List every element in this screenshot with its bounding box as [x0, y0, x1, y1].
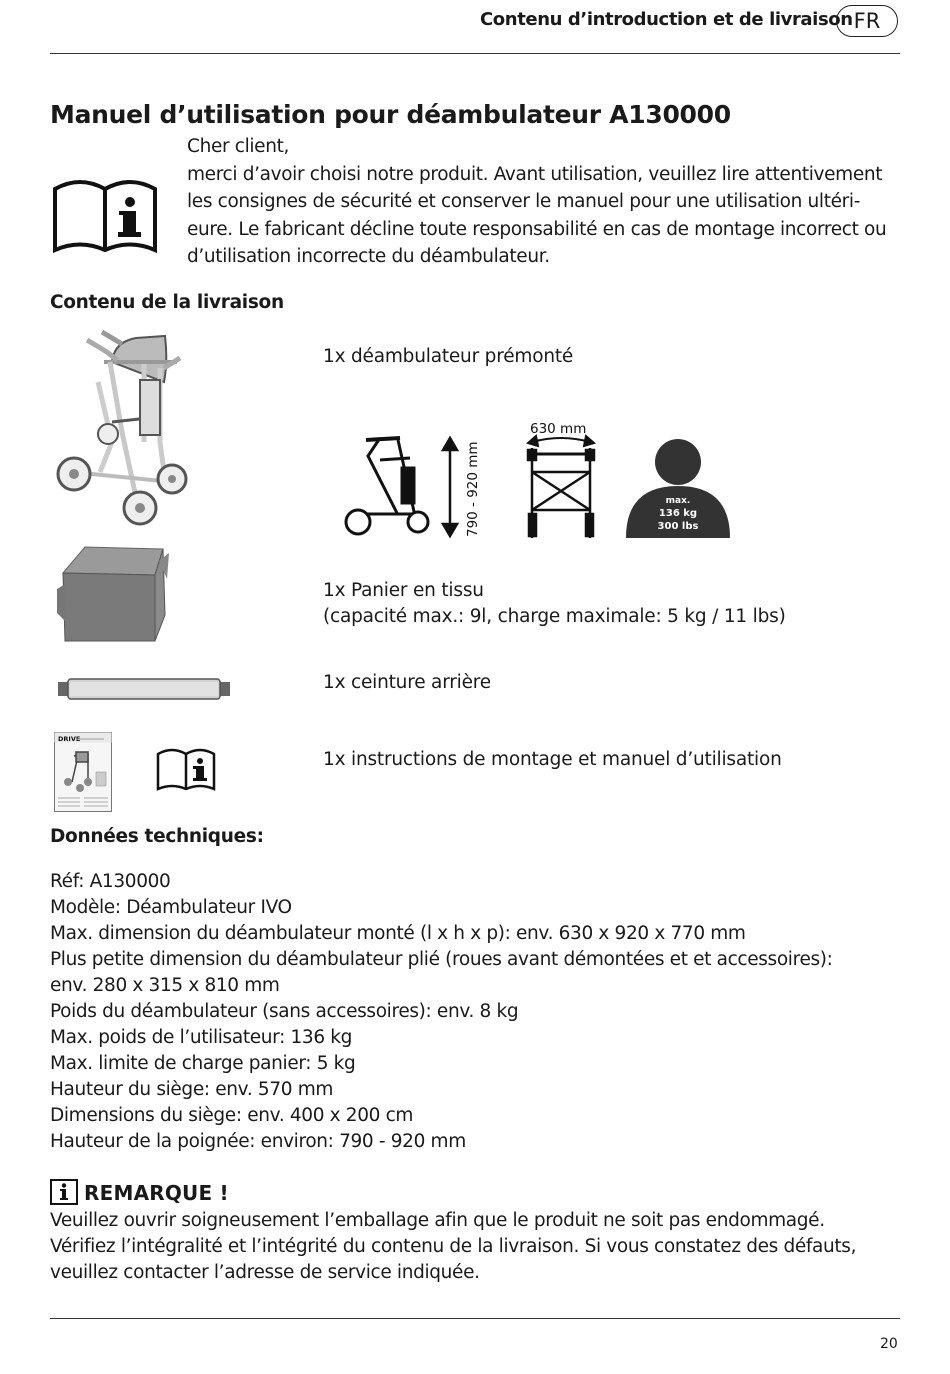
basket-title: 1x Panier en tissu: [323, 580, 484, 601]
language-badge: FR: [836, 5, 898, 37]
back-belt-image: [58, 678, 230, 700]
rollator-image: [52, 322, 197, 532]
note-line: veuillez contacter l’adresse de service indiquée.: [50, 1262, 480, 1283]
note-text: [50, 1208, 910, 1286]
header-divider: [50, 53, 900, 54]
intro-text: [187, 133, 927, 271]
spec-line: Modèle: Déambulateur IVO: [50, 897, 292, 918]
delivery-item-rollator: 1x déambulateur prémonté: [323, 346, 574, 367]
note-line: Vérifiez l’intégralité et l’intégrité du contenu de la livraison. Si vous constatez des défauts,: [50, 1236, 857, 1257]
header-section-title: Contenu d’introduction et de livraison: [480, 9, 853, 30]
max-label: max.: [665, 496, 691, 506]
intro-line: les consignes de sécurité et conserver le manuel pour une utilisation ultéri-: [187, 191, 861, 212]
info-box-icon: [50, 1179, 78, 1205]
height-label: 790 - 920 mm: [465, 441, 481, 537]
intro-line: merci d’avoir choisi notre produit. Avant utilisation, veuillez lire attentivement: [187, 163, 883, 185]
width-arrow: [528, 436, 594, 446]
rollator-front-view: [528, 448, 594, 538]
dimension-diagram: [340, 410, 740, 540]
note-title: REMARQUE !: [84, 1181, 229, 1205]
spec-line: Hauteur du siège: env. 570 mm: [50, 1079, 334, 1100]
spec-line: Hauteur de la poignée: environ: 790 - 920 mm: [50, 1131, 466, 1152]
delivery-heading: Contenu de la livraison: [50, 292, 284, 313]
spec-line: Réf: A130000: [50, 871, 171, 892]
delivery-item-manual: 1x instructions de montage et manuel d’utilisation: [323, 749, 782, 770]
intro-greeting: Cher client,: [187, 136, 290, 157]
intro-line: eure. Le fabricant décline toute responsabilité en cas de montage incorrect ou: [187, 218, 887, 240]
spec-line: Plus petite dimension du déambulateur plié (roues avant démontées et et accessoires):: [50, 949, 833, 970]
manual-cover-image: [54, 732, 112, 812]
delivery-item-basket: [323, 578, 786, 630]
page-number: 20: [880, 1336, 898, 1352]
height-arrow: [443, 438, 457, 536]
page-title: Manuel d’utilisation pour déambulateur A130000: [50, 100, 731, 129]
manual-info-icon: [52, 177, 158, 253]
spec-line: Poids du déambulateur (sans accessoires): env. 8 kg: [50, 1001, 519, 1022]
width-label: 630 mm: [530, 421, 587, 437]
tech-heading: Données techniques:: [50, 826, 264, 847]
manual-brand: DRIVE: [58, 735, 81, 743]
delivery-item-belt: 1x ceinture arrière: [323, 672, 491, 693]
max-lbs-label: 300 lbs: [657, 521, 699, 532]
spec-line: Dimensions du siège: env. 400 x 200 cm: [50, 1105, 414, 1126]
manual-info-icon-small: [156, 747, 216, 791]
tech-specs-list: [50, 869, 833, 1155]
spec-line: Max. limite de charge panier: 5 kg: [50, 1053, 356, 1074]
intro-line: d’utilisation incorrecte du déambulateur.: [187, 246, 550, 267]
fabric-basket-image: [55, 543, 170, 645]
basket-capacity: (capacité max.: 9l, charge maximale: 5 kg / 11 lbs): [323, 606, 786, 627]
spec-line: env. 280 x 315 x 810 mm: [50, 975, 280, 996]
note-line: Veuillez ouvrir soigneusement l’emballage afin que le produit ne soit pas endommagé.: [50, 1210, 825, 1231]
max-weight-icon: [626, 439, 730, 538]
max-kg-label: 136 kg: [658, 508, 698, 519]
spec-line: Max. dimension du déambulateur monté (l x h x p): env. 630 x 920 x 770 mm: [50, 923, 746, 944]
spec-line: Max. poids de l’utilisateur: 136 kg: [50, 1027, 353, 1048]
footer-divider: [50, 1318, 900, 1319]
rollator-side-view: [346, 438, 428, 534]
